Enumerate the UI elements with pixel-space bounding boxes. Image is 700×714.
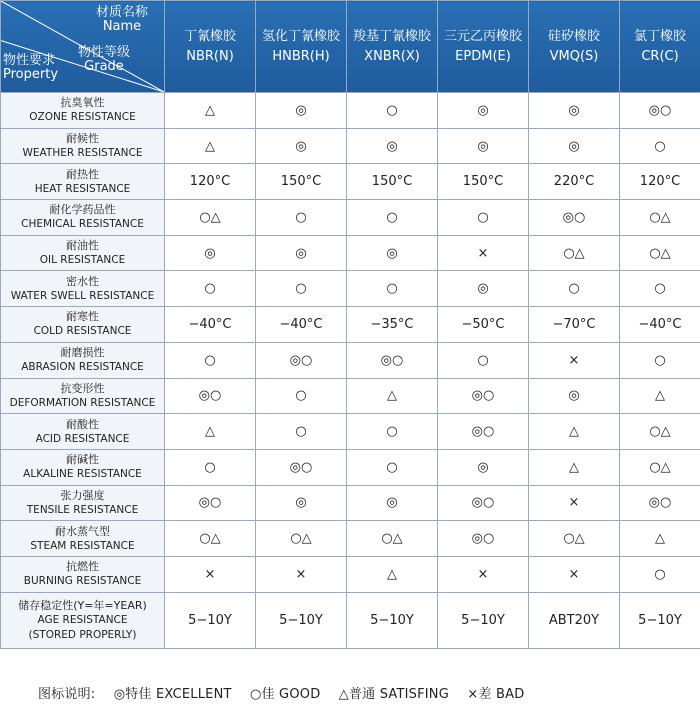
rating-cell: −70°C	[529, 307, 620, 343]
property-name-en: OIL RESISTANCE	[39, 254, 126, 267]
rating-cell: −35°C	[347, 307, 438, 343]
material-name-zh: 丁氰橡胶	[183, 28, 236, 44]
rating-cell: −40°C	[256, 307, 347, 343]
property-name-zh: 张力强度	[60, 488, 105, 502]
material-name-zh: 氢化丁氰橡胶	[261, 28, 340, 44]
corner-prop-zh: 物性要求	[3, 53, 56, 68]
rating-cell: ◎	[438, 93, 529, 129]
material-name-zh: 羧基丁氰橡胶	[352, 28, 431, 44]
rating-cell: ○	[347, 200, 438, 236]
property-name-zh: 耐酸性	[66, 417, 99, 431]
material-header-0	[165, 1, 256, 93]
rating-cell: ○△	[620, 414, 700, 450]
material-code: NBR(N)	[186, 48, 234, 64]
rating-cell: ◎○	[256, 342, 347, 378]
rating-cell: 120°C	[620, 164, 700, 200]
rating-cell: ○△	[620, 200, 700, 236]
property-cell	[1, 521, 165, 557]
table-row	[1, 342, 700, 378]
rating-cell: 5−10Y	[256, 592, 347, 648]
rating-cell: −50°C	[438, 307, 529, 343]
rating-cell: ×	[256, 556, 347, 592]
rating-cell: ○△	[165, 521, 256, 557]
legend-bad: ×差 BAD	[467, 687, 525, 702]
table-row	[1, 521, 700, 557]
legend-good: ○佳 GOOD	[249, 687, 321, 702]
table-body	[1, 93, 700, 649]
material-header-3	[438, 1, 529, 93]
property-cell	[1, 271, 165, 307]
property-name-en: DEFORMATION RESISTANCE	[9, 396, 156, 409]
rating-cell: ◎	[256, 93, 347, 129]
table-row	[1, 93, 700, 129]
rating-cell: ○	[347, 93, 438, 129]
corner-grade-label	[78, 46, 130, 74]
rating-cell: ◎	[256, 235, 347, 271]
rating-cell: ◎	[529, 128, 620, 164]
property-name-zh: 抗燃性	[66, 560, 99, 574]
property-name-zh: 储存稳定性(Y=年=YEAR)	[18, 598, 147, 612]
rating-cell: ◎○	[256, 449, 347, 485]
table-row	[1, 485, 700, 521]
legend-title: 图标说明:	[38, 687, 96, 702]
rating-cell: ◎	[529, 93, 620, 129]
corner-prop-en: Property	[3, 67, 59, 82]
rating-cell: ○	[165, 449, 256, 485]
material-header-5	[620, 1, 700, 93]
rating-cell: ○	[438, 342, 529, 378]
property-cell	[1, 414, 165, 450]
rating-cell: ◎○	[165, 378, 256, 414]
rating-cell: ◎	[347, 128, 438, 164]
property-name-en: HEAT RESISTANCE	[34, 182, 131, 195]
rating-cell: ○	[256, 271, 347, 307]
material-code: XNBR(X)	[364, 48, 420, 64]
rating-cell: ○△	[620, 235, 700, 271]
rating-cell: ◎	[438, 128, 529, 164]
property-cell	[1, 307, 165, 343]
property-name-zh: 耐碱性	[66, 453, 99, 467]
table-row	[1, 164, 700, 200]
rating-cell: ◎○	[438, 378, 529, 414]
material-header-4	[529, 1, 620, 93]
property-cell	[1, 485, 165, 521]
rating-cell: ○△	[620, 449, 700, 485]
rating-cell: △	[620, 378, 700, 414]
property-name-zh: 耐寒性	[66, 310, 99, 324]
property-name-zh: 耐磨损性	[60, 346, 105, 360]
rating-cell: ○△	[256, 521, 347, 557]
rating-cell: ○	[438, 200, 529, 236]
rating-cell: ○	[256, 414, 347, 450]
rating-cell: △	[165, 128, 256, 164]
legend-satisfing: △普通 SATISFING	[338, 687, 450, 702]
rating-cell: 220°C	[529, 164, 620, 200]
material-header-2	[347, 1, 438, 93]
property-cell	[1, 235, 165, 271]
rating-cell: ×	[438, 235, 529, 271]
rating-cell: △	[165, 414, 256, 450]
rating-cell: ◎	[438, 449, 529, 485]
rating-cell: ○	[620, 342, 700, 378]
property-cell	[1, 164, 165, 200]
table-row	[1, 449, 700, 485]
rating-cell: △	[620, 521, 700, 557]
corner-grade-zh: 物性等级	[77, 45, 130, 60]
property-cell	[1, 342, 165, 378]
property-name-zh: 抗臭氧性	[60, 96, 105, 110]
property-name-en: TENSILE RESISTANCE	[26, 503, 139, 516]
rating-cell: ◎	[347, 235, 438, 271]
rating-cell: ◎○	[165, 485, 256, 521]
property-cell	[1, 592, 165, 648]
property-cell	[1, 378, 165, 414]
rating-cell: ◎	[256, 128, 347, 164]
property-name-en: OZONE RESISTANCE	[29, 111, 136, 124]
rating-cell: △	[529, 449, 620, 485]
rating-cell: 120°C	[165, 164, 256, 200]
rating-cell: ○△	[529, 521, 620, 557]
property-name-en: ALKALINE RESISTANCE	[23, 468, 142, 481]
rating-cell: ×	[529, 342, 620, 378]
table-row	[1, 271, 700, 307]
rating-cell: ◎	[438, 271, 529, 307]
property-cell	[1, 93, 165, 129]
property-name-zh: 耐油性	[66, 239, 99, 253]
table-row	[1, 128, 700, 164]
property-name-zh: 抗变形性	[60, 381, 105, 395]
property-cell	[1, 449, 165, 485]
rating-cell: ○	[620, 271, 700, 307]
material-code: HNBR(H)	[272, 48, 330, 64]
rating-cell: ○△	[347, 521, 438, 557]
rating-cell: 5−10Y	[620, 592, 700, 648]
property-name-en: STEAM RESISTANCE	[30, 539, 135, 552]
corner-name-label	[96, 6, 148, 34]
property-name-zh: 耐水蒸气型	[55, 524, 110, 538]
rating-cell: △	[347, 556, 438, 592]
table-row	[1, 235, 700, 271]
rating-cell: ◎○	[438, 485, 529, 521]
property-cell	[1, 128, 165, 164]
header-row	[1, 1, 700, 93]
property-name-en: COLD RESISTANCE	[33, 325, 132, 338]
property-name-en: AGE RESISTANCE	[37, 613, 128, 626]
rating-cell: 5−10Y	[438, 592, 529, 648]
table-row	[1, 200, 700, 236]
rating-cell: 150°C	[256, 164, 347, 200]
table-row	[1, 556, 700, 592]
rating-cell: ◎	[256, 485, 347, 521]
property-name-en: WATER SWELL RESISTANCE	[10, 289, 155, 302]
property-cell	[1, 556, 165, 592]
rating-cell: ◎	[529, 378, 620, 414]
rating-cell: ◎○	[620, 93, 700, 129]
rating-cell: ABT20Y	[529, 592, 620, 648]
rating-cell: △	[165, 93, 256, 129]
rating-cell: ×	[165, 556, 256, 592]
rating-cell: ○	[529, 271, 620, 307]
material-name-zh: 氯丁橡胶	[633, 28, 686, 44]
corner-property-label	[3, 54, 58, 82]
rating-cell: ◎	[347, 485, 438, 521]
property-name-en: BURNING RESISTANCE	[23, 575, 142, 588]
rating-cell: ○	[256, 378, 347, 414]
material-code: EPDM(E)	[455, 48, 511, 64]
rating-cell: △	[529, 414, 620, 450]
rating-cell: ×	[438, 556, 529, 592]
rating-cell: ◎○	[438, 521, 529, 557]
rating-cell: ◎○	[438, 414, 529, 450]
property-name-zh: 密水性	[66, 274, 99, 288]
legend-excellent: ◎特佳 EXCELLENT	[113, 687, 232, 702]
property-cell	[1, 200, 165, 236]
table-row	[1, 592, 700, 648]
rating-cell: ×	[529, 556, 620, 592]
property-name-en: CHEMICAL RESISTANCE	[21, 218, 144, 231]
rating-cell: ○△	[529, 235, 620, 271]
rating-cell: ○	[165, 271, 256, 307]
table-row	[1, 307, 700, 343]
rating-cell: 150°C	[438, 164, 529, 200]
corner-name-zh: 材质名称	[95, 5, 148, 20]
property-name-zh: 耐热性	[66, 167, 99, 181]
rating-cell: ○△	[165, 200, 256, 236]
material-name-zh: 三元乙丙橡胶	[443, 28, 522, 44]
table-row	[1, 414, 700, 450]
property-name-zh: 耐化学药品性	[49, 203, 116, 217]
rating-cell: ○	[347, 271, 438, 307]
header-corner	[1, 1, 165, 93]
rating-cell: ×	[529, 485, 620, 521]
legend	[38, 683, 538, 707]
material-name-zh: 硅矽橡胶	[547, 28, 600, 44]
rating-cell: 150°C	[347, 164, 438, 200]
rating-cell: 5−10Y	[165, 592, 256, 648]
rating-cell: ◎○	[529, 200, 620, 236]
rating-cell: ◎	[165, 235, 256, 271]
rating-cell: ○	[620, 556, 700, 592]
property-name-en-note: (STORED PROPERLY)	[28, 628, 137, 641]
rating-cell: ○	[620, 128, 700, 164]
rating-cell: ○	[347, 414, 438, 450]
rating-cell: △	[347, 378, 438, 414]
property-name-en: ABRASION RESISTANCE	[21, 361, 144, 374]
rating-cell: 5−10Y	[347, 592, 438, 648]
rating-cell: ○	[256, 200, 347, 236]
rating-cell: ○	[347, 449, 438, 485]
property-name-en: ACID RESISTANCE	[35, 432, 130, 445]
material-header-1	[256, 1, 347, 93]
rating-cell: −40°C	[165, 307, 256, 343]
rating-cell: ◎○	[620, 485, 700, 521]
rating-cell: ○	[165, 342, 256, 378]
rating-cell: −40°C	[620, 307, 700, 343]
rating-cell: ◎○	[347, 342, 438, 378]
property-name-en: WEATHER RESISTANCE	[22, 147, 143, 160]
corner-grade-en: Grade	[84, 59, 124, 74]
material-code: VMQ(S)	[549, 48, 599, 64]
material-code: CR(C)	[641, 48, 679, 64]
corner-name-en: Name	[102, 19, 142, 34]
table-row	[1, 378, 700, 414]
property-name-zh: 耐候性	[66, 132, 99, 146]
